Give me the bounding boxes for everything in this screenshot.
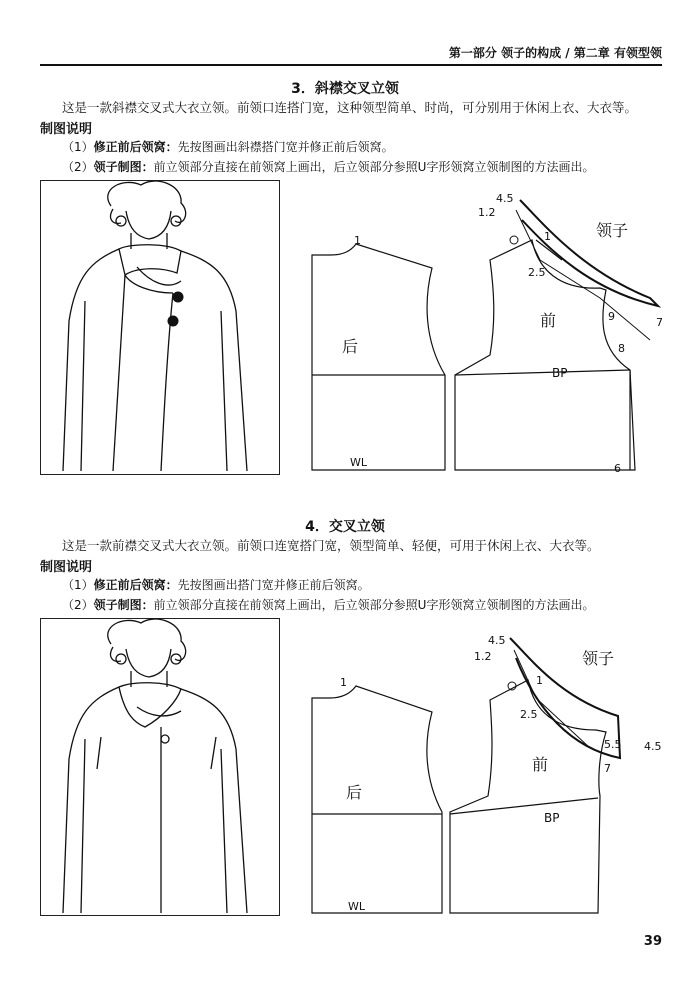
front-label: 前: [540, 311, 557, 330]
dim-7: 7: [604, 762, 611, 775]
collar-label: 领子: [596, 221, 629, 240]
coat-sketch-4: [41, 619, 281, 917]
dim-1: 1: [536, 674, 543, 687]
dim-1-2: 1.2: [478, 206, 496, 219]
section-3-pattern-diagram: [300, 180, 680, 480]
dim-2-5: 2.5: [520, 708, 538, 721]
page-header: [40, 42, 662, 66]
step-text: 先按图画出斜襟搭门宽并修正前后领窝。: [177, 140, 394, 154]
collar-label: 领子: [582, 649, 615, 668]
section-3-garment-illustration: [40, 180, 280, 475]
step-text: 前立领部分直接在前领窝上画出，后立领部分参照U字形领窝立领制图的方法画出。: [153, 160, 595, 174]
dim-back-neck: 1: [340, 676, 347, 689]
header-breadcrumb: 第一部分 领子的构成 / 第二章 有领型领: [448, 46, 662, 60]
dim-5-5: 5.5: [604, 738, 622, 751]
button-circle: [161, 735, 169, 743]
dim-4-5: 4.5: [488, 634, 506, 647]
section-4-title: 4．交叉立领: [305, 519, 385, 535]
step-text: 前立领部分直接在前领窝上画出，后立领部分参照U字形领窝立领制图的方法画出。: [153, 598, 595, 612]
button-dot: [168, 316, 179, 327]
coat-sketch-3: [41, 181, 281, 476]
step-text: 先按图画出搭门宽并修正前后领窝。: [177, 578, 370, 592]
section-4-garment-illustration: [40, 618, 280, 916]
dim-back-neck: 1: [354, 234, 361, 247]
page-number: 39: [643, 934, 662, 949]
dim-2-5: 2.5: [528, 266, 546, 279]
dim-8: 8: [618, 342, 625, 355]
section-3-step-2: [62, 158, 594, 175]
dim-9: 9: [608, 310, 615, 323]
step-label: 领子制图：: [93, 160, 154, 174]
section-3-step-1: [62, 138, 394, 155]
section-3-title: 3．斜襟交叉立领: [291, 81, 399, 97]
section-3-heading: 制图说明: [40, 122, 93, 137]
back-label: 后: [342, 337, 359, 356]
section-4-step-2: [62, 596, 594, 613]
step-number: （2）: [62, 598, 94, 612]
section-4-step-1: [62, 576, 370, 593]
step-number: （1）: [62, 578, 94, 592]
section-3-intro: 这是一款斜襟交叉式大衣立领。前领口连搭门宽，这种领型简单、时尚，可分别用于休闲上衣、大衣等。: [62, 100, 638, 115]
wl-label: WL: [350, 456, 368, 469]
collar-band: [520, 200, 658, 306]
bp-label: BP: [552, 366, 568, 380]
dim-6: 6: [614, 462, 621, 475]
back-block: [312, 686, 442, 913]
section-4-heading: 制图说明: [40, 560, 93, 575]
button-dot: [173, 292, 184, 303]
step-label: 修正前后领窝：: [93, 578, 178, 592]
front-label: 前: [532, 755, 549, 774]
dim-4-5-side: 4.5: [644, 740, 662, 753]
dim-1: 1: [544, 230, 551, 243]
back-block: [312, 244, 445, 470]
wl-label: WL: [348, 900, 366, 913]
dim-7: 7: [656, 316, 663, 329]
section-4-pattern-diagram: [300, 618, 680, 918]
step-label: 领子制图：: [93, 598, 154, 612]
dim-1-2: 1.2: [474, 650, 492, 663]
back-label: 后: [346, 783, 363, 802]
step-number: （2）: [62, 160, 94, 174]
step-number: （1）: [62, 140, 94, 154]
dim-4-5: 4.5: [496, 192, 514, 205]
bp-label: BP: [544, 811, 560, 825]
circle-mark: [510, 236, 518, 244]
step-label: 修正前后领窝：: [93, 140, 178, 154]
section-4-intro: 这是一款前襟交叉式大衣立领。前领口连宽搭门宽，领型简单、轻便，可用于休闲上衣、大衣等。: [62, 538, 600, 553]
